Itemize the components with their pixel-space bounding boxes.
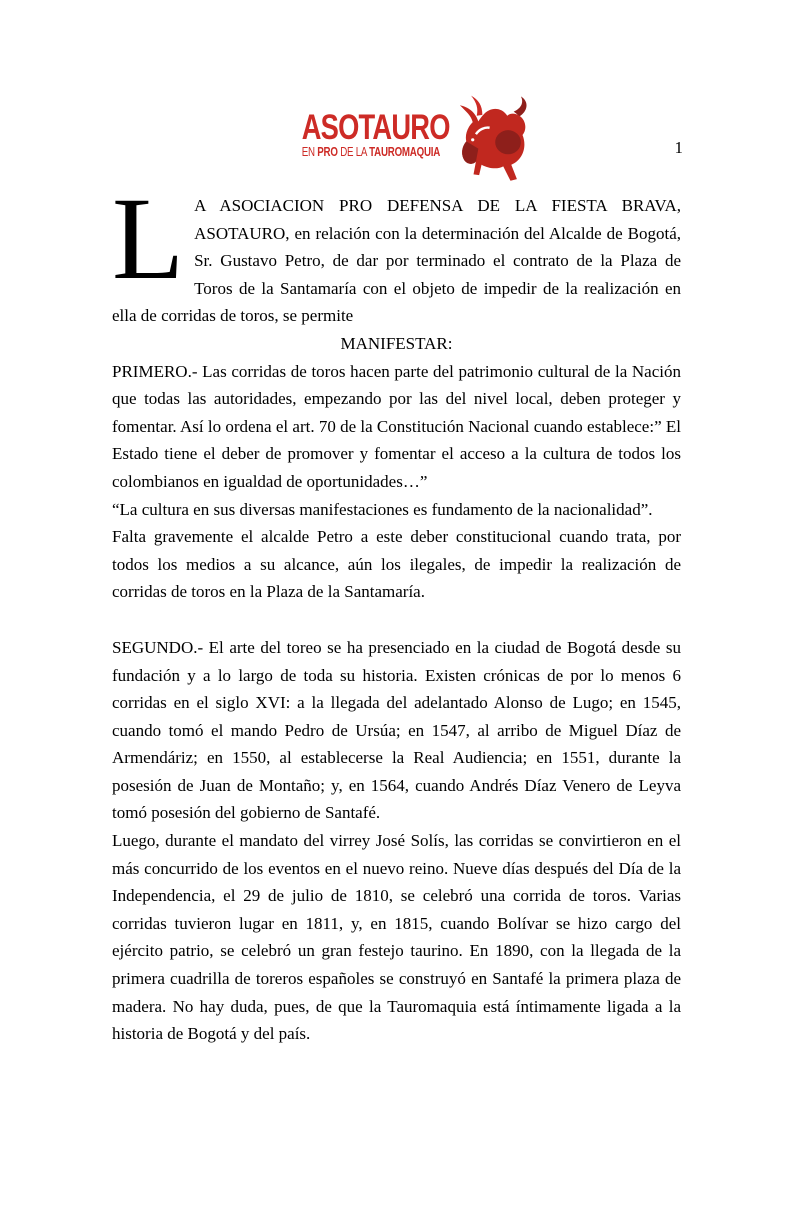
paragraph-luego: Luego, durante el mandato del virrey José Solís, las corridas se convirtieron en el más concurrido de los eventos en el nuevo reino. Nueve días después del Día de la Independencia, el 29 de julio de 1810, se celebró una corrida de toros. Varias corridas tuvieron lugar en 1811, y, en 1815, cuando Bolívar se hizo cargo del ejército patrio, se celebró un gran festejo taurino. En 1890, con la llegada de la primera cuadrilla de toreros españoles se construyó en Santafé la primera plaza de madera. No hay duda, pues, de que la Tauromaquia está íntimamente ligada a la historia de Bogotá y del país. xyxy=(112,831,681,1044)
logo-subtitle-pro: PRO xyxy=(316,145,340,159)
logo-subtitle-tauromaquia: TAUROMAQUIA xyxy=(368,145,440,159)
blank-line xyxy=(112,606,681,634)
dropcap-letter: L xyxy=(112,173,185,304)
logo-text-block xyxy=(301,108,450,159)
logo-subtitle-en: EN xyxy=(301,145,317,159)
paragraph-quote: “La cultura en sus diversas manifestaciones es fundamento de la nacionalidad”. xyxy=(112,499,653,519)
logo-subtitle xyxy=(301,145,439,159)
paragraph-falta: Falta gravemente el alcalde Petro a este deber constitucional cuando trata, por todos los medios a su alcance, aún los ilegales, de impedir la realización de corridas de toros en la Plaza de la Santamaría. xyxy=(112,527,681,602)
page-number: 1 xyxy=(674,138,683,157)
paragraph-primero: PRIMERO.- Las corridas de toros hacen parte del patrimonio cultural de la Nación que todas las autoridades, empezando por las del nivel local, deben proteger y fomentar. Así lo ordena el art. 70 de la Constitución Nacional cuando establece:” El Estado tiene el deber de promover y fomentar el acceso a la cultura de todos los colombianos en igualdad de oportunidades…” xyxy=(112,361,681,491)
opening-paragraph xyxy=(112,173,681,330)
bull-icon xyxy=(451,94,533,189)
opening-paragraph-text: A ASOCIACION PRO DEFENSA DE LA FIESTA BRAVA, ASOTAURO, en relación con la determinación del Alcalde de Bogotá, Sr. Gustavo Petro, de dar por terminado el contrato de la Plaza de Toros de la Santamaría con el objeto de impedir de la realización en ella de corridas de toros, se permite xyxy=(112,196,681,326)
document-body xyxy=(112,173,681,1048)
document-page xyxy=(0,94,793,1216)
paragraph-segundo: SEGUNDO.- El arte del toreo se ha presenciado en la ciudad de Bogotá desde su fundación y a lo largo de toda su historia. Existen crónicas de por lo menos 6 corridas en el siglo XVI: a la llegada del adelantado Alonso de Lugo; en 1545, cuando tomó el mando Pedro de Ursúa; en 1547, al arribo de Miguel Díaz de Armendáriz; en 1550, al establecerse la Real Audiencia; en 1551, durante la posesión de Juan de Montaño; y, en 1564, cuando Andrés Díaz Venero de Leyva tomó posesión del gobierno de Santafé. xyxy=(112,637,681,823)
manifestar-heading: MANIFESTAR: xyxy=(340,333,453,353)
logo-title: ASOTAURO xyxy=(301,108,450,147)
logo-subtitle-dela: DE LA xyxy=(339,145,369,159)
